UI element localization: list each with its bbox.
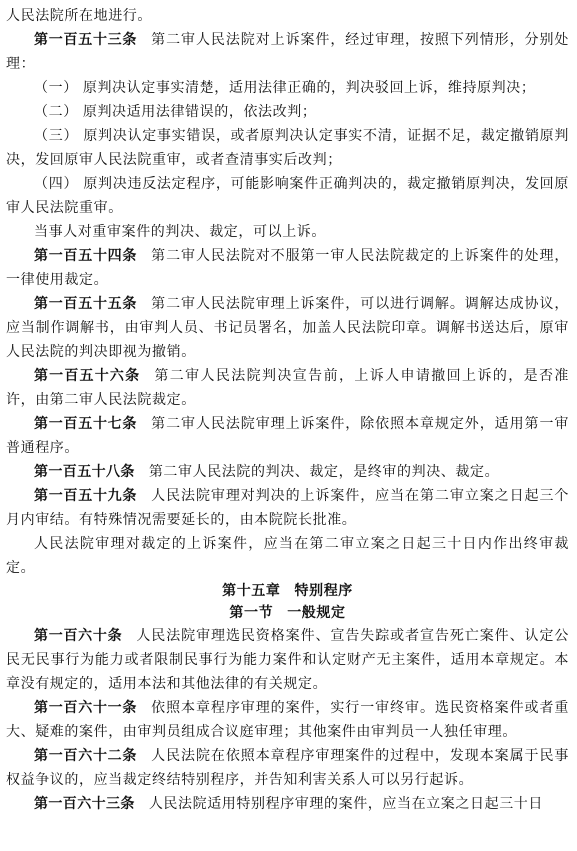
item-text: （一） 原判决认定事实清楚，适用法律正确的，判决驳回上诉，维持原判决； bbox=[34, 80, 536, 96]
paragraph-text: 人民法院审理对裁定的上诉案件，应当在第二审立案之日起三十日内作出终审裁定。 bbox=[6, 536, 569, 576]
article-text: 依照本章程序审理的案件，实行一审终审。选民资格案件或者重大、疑难的案件，由审判员组成合议庭审理；其他案件由审判员一人独任审理。 bbox=[6, 700, 569, 740]
article-153 bbox=[6, 28, 569, 76]
paragraph-continuation bbox=[6, 4, 569, 28]
article-159 bbox=[6, 484, 569, 532]
article-label: 第一百六十条 bbox=[34, 628, 123, 644]
section-number: 第一节 bbox=[229, 605, 274, 621]
article-label: 第一百五十八条 bbox=[34, 464, 135, 480]
article-text: 人民法院审理对判决的上诉案件，应当在第二审立案之日起三个月内审结。有特殊情况需要延长的，由本院院长批准。 bbox=[6, 488, 569, 528]
article-label: 第一百六十三条 bbox=[34, 796, 135, 812]
item-text: （四） 原判决违反法定程序，可能影响案件正确判决的，裁定撤销原判决，发回原审人民法院重审。 bbox=[6, 176, 569, 216]
article-153-item-4 bbox=[6, 172, 569, 220]
article-158 bbox=[6, 460, 569, 484]
article-160 bbox=[6, 624, 569, 696]
article-label: 第一百五十九条 bbox=[34, 488, 138, 504]
article-text: 第二审人民法院对上诉案件，经过审理，按照下列情形，分别处理： bbox=[6, 32, 569, 72]
article-159-para-2 bbox=[6, 532, 569, 580]
chapter-title: 特别程序 bbox=[294, 583, 353, 599]
article-text: 第二审人民法院审理上诉案件，可以进行调解。调解达成协议，应当制作调解书，由审判人员、书记员署名，加盖人民法院印章。调解书送达后，原审人民法院的判决即视为撤销。 bbox=[6, 296, 569, 360]
article-label: 第一百五十三条 bbox=[34, 32, 138, 48]
article-text: 人民法院审理选民资格案件、宣告失踪或者宣告死亡案件、认定公民无民事行为能力或者限制民事行为能力案件和认定财产无主案件，适用本章规定。本章没有规定的，适用本法和其他法律的有关规定。 bbox=[6, 628, 569, 692]
item-text: （三） 原判决认定事实错误，或者原判决认定事实不清，证据不足，裁定撤销原判决，发回原审人民法院重审，或者查清事实后改判； bbox=[6, 128, 569, 168]
paragraph-text: 当事人对重审案件的判决、裁定，可以上诉。 bbox=[34, 224, 326, 240]
article-text: 人民法院适用特别程序审理的案件，应当在立案之日起三十日 bbox=[148, 796, 544, 812]
article-156 bbox=[6, 364, 569, 412]
article-text: 第二审人民法院的判决、裁定，是终审的判决、裁定。 bbox=[148, 464, 500, 480]
article-text: 人民法院在依照本章程序审理案件的过程中，发现本案属于民事权益争议的，应当裁定终结特别程序，并告知利害关系人可以另行起诉。 bbox=[6, 748, 569, 788]
section-heading bbox=[6, 602, 569, 624]
chapter-heading bbox=[6, 580, 569, 602]
article-154 bbox=[6, 244, 569, 292]
item-text: （二） 原判决适用法律错误的，依法改判； bbox=[34, 104, 317, 120]
section-title: 一般规定 bbox=[287, 605, 346, 621]
article-153-item-3 bbox=[6, 124, 569, 172]
article-161 bbox=[6, 696, 569, 744]
article-label: 第一百六十二条 bbox=[34, 748, 138, 764]
article-label: 第一百五十六条 bbox=[34, 368, 141, 384]
article-text: 第二审人民法院对不服第一审人民法院裁定的上诉案件的处理，一律使用裁定。 bbox=[6, 248, 569, 288]
article-label: 第一百六十一条 bbox=[34, 700, 138, 716]
article-163 bbox=[6, 792, 569, 816]
article-label: 第一百五十七条 bbox=[34, 416, 138, 432]
article-text: 第二审人民法院判决宣告前，上诉人申请撤回上诉的，是否准许，由第二审人民法院裁定。 bbox=[6, 368, 569, 408]
article-153-item-1 bbox=[6, 76, 569, 100]
article-label: 第一百五十五条 bbox=[34, 296, 138, 312]
article-155 bbox=[6, 292, 569, 364]
chapter-number: 第十五章 bbox=[222, 583, 281, 599]
article-153-item-2 bbox=[6, 100, 569, 124]
article-text: 第二审人民法院审理上诉案件，除依照本章规定外，适用第一审普通程序。 bbox=[6, 416, 569, 456]
article-label: 第一百五十四条 bbox=[34, 248, 138, 264]
article-162 bbox=[6, 744, 569, 792]
text: 人民法院所在地进行。 bbox=[6, 8, 152, 24]
article-157 bbox=[6, 412, 569, 460]
article-153-para-2 bbox=[6, 220, 569, 244]
